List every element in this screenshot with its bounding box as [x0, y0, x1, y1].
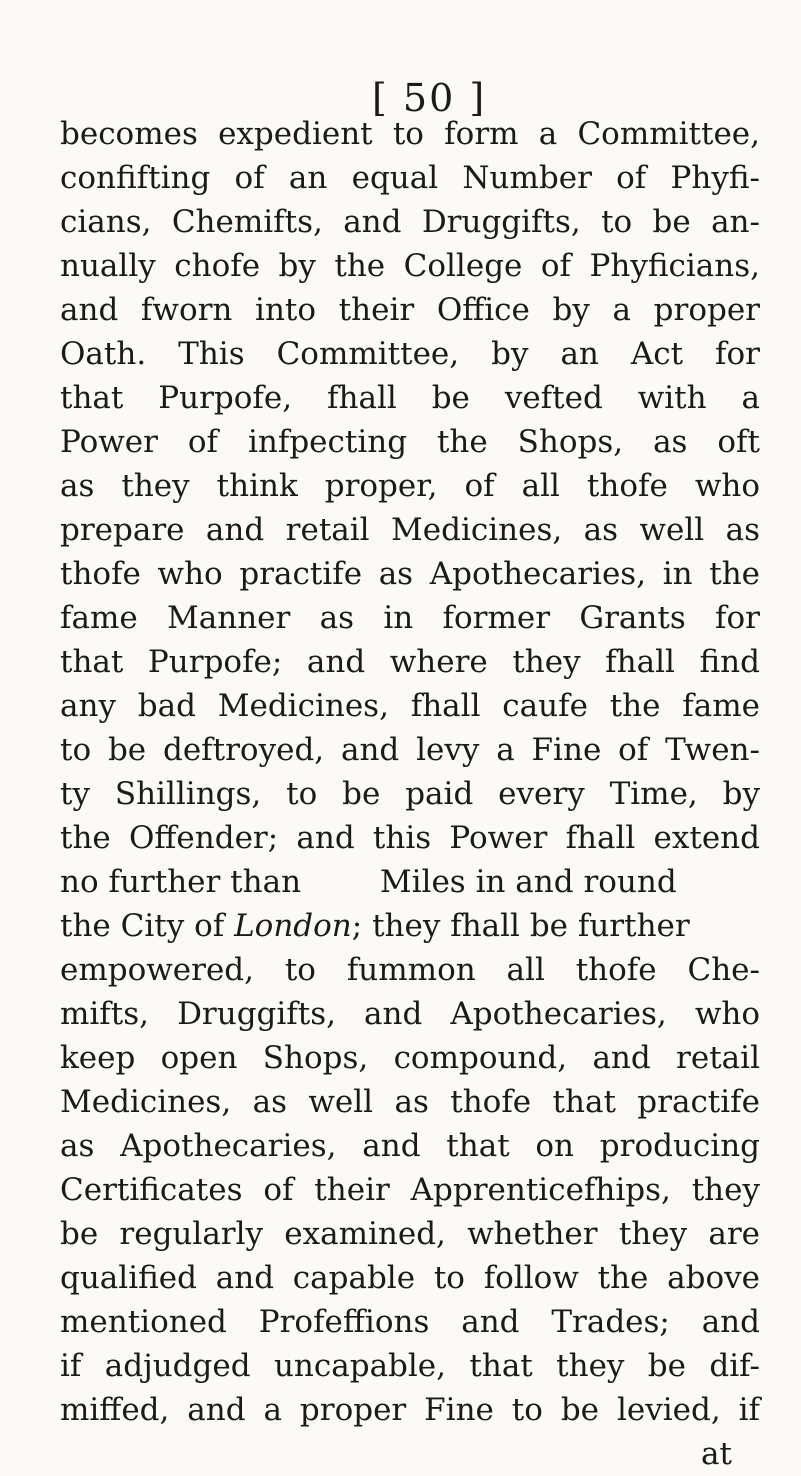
text-line: to be deftroyed, and levy a Fine of Twen-: [60, 732, 760, 768]
text-line: that Purpofe, fhall be vefted with a: [60, 380, 760, 416]
italic-place-name: London: [234, 908, 352, 944]
text-line: the Offender; and this Power fhall extend: [60, 820, 760, 856]
text-line: prepare and retail Medicines, as well as: [60, 512, 760, 548]
text-line: thofe who practife as Apothecaries, in the: [60, 556, 760, 592]
text-line: Power of infpecting the Shops, as oft: [60, 424, 760, 460]
text-line: miffed, and a proper Fine to be levied, if: [60, 1392, 760, 1428]
text-line: Medicines, as well as thofe that practife: [60, 1084, 760, 1120]
text-line: any bad Medicines, fhall caufe the fame: [60, 688, 760, 724]
page-number: [ 50 ]: [372, 76, 487, 120]
text-line: becomes expedient to form a Committee,: [60, 116, 760, 152]
text-line-mixed: [60, 904, 760, 948]
text-line: ty Shillings, to be paid every Time, by: [60, 776, 760, 812]
text-line: if adjudged uncapable, that they be dif-: [60, 1348, 760, 1384]
text-line: nually chofe by the College of Phyficians,: [60, 248, 760, 284]
text-line: qualified and capable to follow the above: [60, 1260, 760, 1296]
text-segment: the City of: [60, 908, 225, 944]
text-line: that Purpofe; and where they fhall find: [60, 644, 760, 680]
text-line: keep open Shops, compound, and retail: [60, 1040, 760, 1076]
text-line: Certificates of their Apprenticefhips, they: [60, 1172, 760, 1208]
body-text: [60, 112, 760, 1476]
text-line: cians, Chemifts, and Druggifts, to be an-: [60, 204, 760, 240]
text-line: be regularly examined, whether they are: [60, 1216, 760, 1252]
text-line: mentioned Profeffions and Trades; and: [60, 1304, 760, 1340]
text-line: and fworn into their Office by a proper: [60, 292, 760, 328]
text-line: empowered, to fummon all thofe Che-: [60, 952, 760, 988]
text-line: Oath. This Committee, by an Act for: [60, 336, 760, 372]
text-line: as Apothecaries, and that on producing: [60, 1128, 760, 1164]
text-line: mifts, Druggifts, and Apothecaries, who: [60, 996, 760, 1032]
text-line: confifting of an equal Number of Phyfi-: [60, 160, 760, 196]
text-line: no further than Miles in and round: [60, 864, 677, 900]
text-line: as they think proper, of all thofe who: [60, 468, 760, 504]
text-segment: ; they fhall be further: [351, 908, 690, 944]
catchword: at: [701, 1436, 732, 1472]
text-line: fame Manner as in former Grants for: [60, 600, 760, 636]
